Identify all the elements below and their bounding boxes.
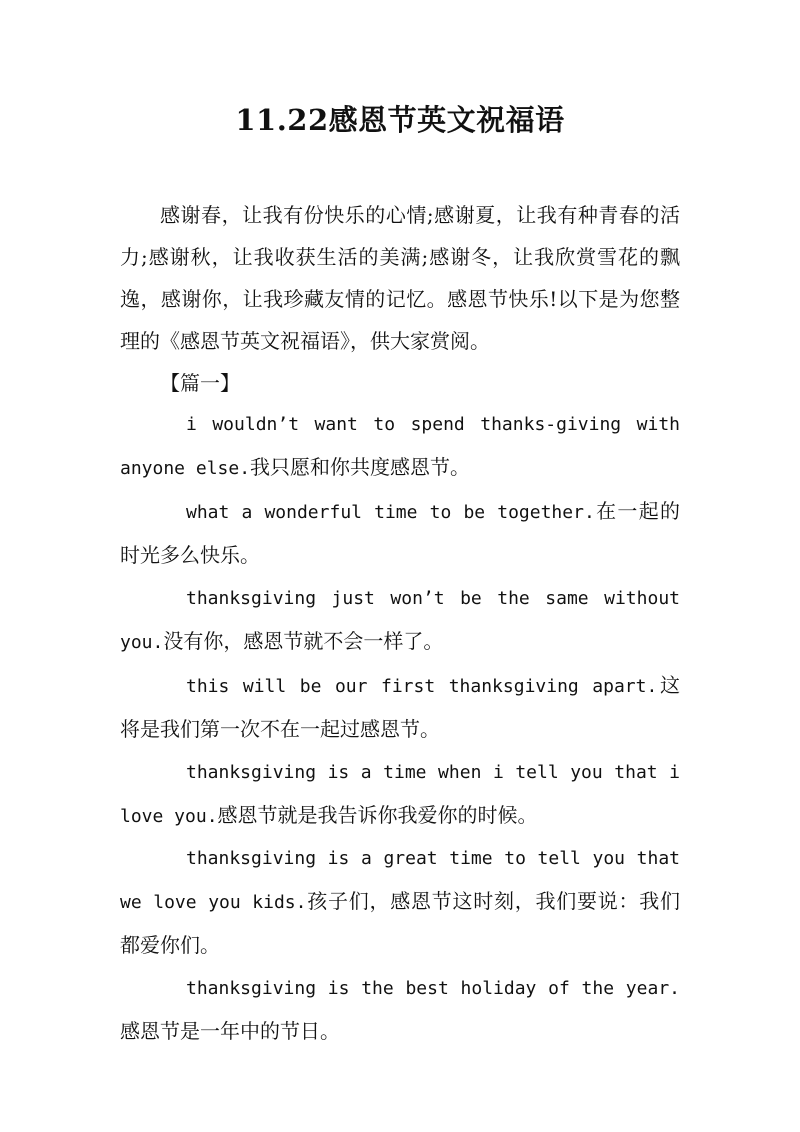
entry-4 bbox=[120, 664, 680, 752]
entry-3-chinese: 没有你，感恩节就不会一样了。 bbox=[163, 629, 444, 653]
entry-5-chinese: 感恩节就是我告诉你我爱你的时候。 bbox=[217, 803, 538, 827]
section-heading: 【篇一】 bbox=[160, 371, 240, 395]
entry-3 bbox=[120, 578, 680, 664]
entry-1-english: i wouldn’t want to spend thanks-giving with anyone else. bbox=[120, 414, 680, 479]
entry-7-chinese: 感恩节是一年中的节日。 bbox=[120, 1019, 340, 1043]
entry-2 bbox=[120, 490, 680, 578]
entry-6-chinese: 孩子们，感恩节这时刻，我们要说：我们都爱你们。 bbox=[120, 889, 680, 957]
intro-paragraph: 感谢春，让我有份快乐的心情;感谢夏，让我有种青春的活力;感谢秋，让我收获生活的美满;感谢冬，让我欣赏雪花的飘逸，感谢你，让我珍藏友情的记忆。感恩节快乐!以下是为您整理的《感恩节英文祝福语》，供大家赏阅。 bbox=[120, 203, 680, 353]
entry-7-english: thanksgiving is the best holiday of the year. bbox=[186, 978, 680, 999]
entry-2-chinese: 在一起的时光多么快乐。 bbox=[120, 499, 681, 567]
entry-1 bbox=[120, 404, 680, 490]
entry-1-chinese: 我只愿和你共度感恩节。 bbox=[250, 455, 471, 479]
entry-2-english: what a wonderful time to be together. bbox=[186, 502, 595, 523]
page-title: 11.22感恩节英文祝福语 bbox=[235, 103, 565, 137]
entry-5 bbox=[120, 752, 680, 838]
document-body bbox=[120, 194, 680, 1054]
entry-4-english: this will be our first thanksgiving apart. bbox=[186, 676, 658, 697]
entry-5-english: thanksgiving is a time when i tell you that i love you. bbox=[120, 762, 680, 827]
entry-6 bbox=[120, 838, 680, 968]
entry-3-english: thanksgiving just won’t be the same without you. bbox=[120, 588, 680, 653]
entry-7 bbox=[120, 968, 680, 1054]
entry-6-english: thanksgiving is a great time to tell you that we love you kids. bbox=[120, 848, 680, 913]
entry-4-chinese: 这将是我们第一次不在一起过感恩节。 bbox=[120, 673, 681, 741]
